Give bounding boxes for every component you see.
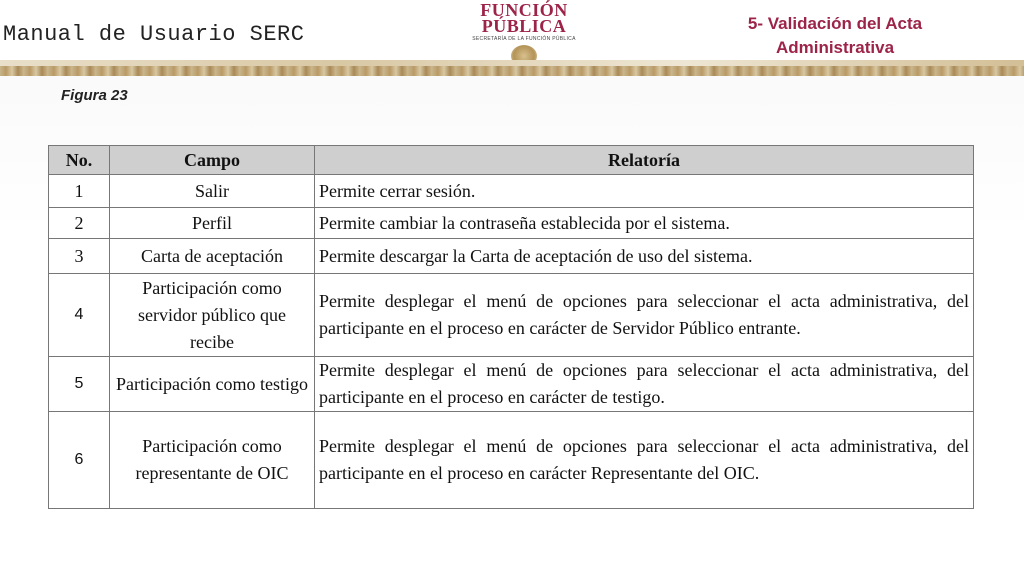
row-number: 3 <box>49 239 110 274</box>
row-campo: Participación como servidor público que recibe <box>110 274 315 357</box>
funcion-publica-logo <box>462 2 586 66</box>
row-number: 5 <box>49 357 110 412</box>
logo-line-1: FUNCIÓN <box>480 0 568 20</box>
logo-line-2: PÚBLICA <box>481 16 567 36</box>
fields-table <box>48 145 974 509</box>
table-row <box>49 357 974 412</box>
row-relatoria: Permite desplegar el menú de opciones para seleccionar el acta administrativa, del participante en el proceso en carácter de testigo. <box>315 357 974 412</box>
header-divider <box>0 66 1024 76</box>
table-row <box>49 175 974 208</box>
table-row <box>49 274 974 357</box>
header-relatoria: Relatoría <box>315 146 974 175</box>
row-number: 1 <box>49 175 110 208</box>
header-no: No. <box>49 146 110 175</box>
figure-label: Figura 23 <box>61 87 128 104</box>
row-campo: Participación como representante de OIC <box>110 412 315 509</box>
row-relatoria: Permite cerrar sesión. <box>315 175 974 208</box>
table-row <box>49 208 974 239</box>
page-header <box>0 0 1024 76</box>
logo-subtitle: SECRETARÍA DE LA FUNCIÓN PÚBLICA <box>472 36 576 42</box>
row-campo: Salir <box>110 175 315 208</box>
row-relatoria: Permite cambiar la contraseña establecida por el sistema. <box>315 208 974 239</box>
row-relatoria: Permite desplegar el menú de opciones para seleccionar el acta administrativa, del participante en el proceso en carácter de Servidor Público entrante. <box>315 274 974 357</box>
row-relatoria: Permite descargar la Carta de aceptación de uso del sistema. <box>315 239 974 274</box>
row-relatoria: Permite desplegar el menú de opciones para seleccionar el acta administrativa, del participante en el proceso en carácter Representante del OIC. <box>315 412 974 509</box>
row-campo: Participación como testigo <box>110 357 315 412</box>
row-number: 6 <box>49 412 110 509</box>
row-campo: Perfil <box>110 208 315 239</box>
row-number: 2 <box>49 208 110 239</box>
header-campo: Campo <box>110 146 315 175</box>
table-row <box>49 239 974 274</box>
row-number: 4 <box>49 274 110 357</box>
table-header-row <box>49 146 974 175</box>
row-campo: Carta de aceptación <box>110 239 315 274</box>
table-row <box>49 412 974 509</box>
section-title: 5- Validación del Acta Administrativa <box>747 14 923 57</box>
manual-title: Manual de Usuario SERC <box>3 22 305 47</box>
